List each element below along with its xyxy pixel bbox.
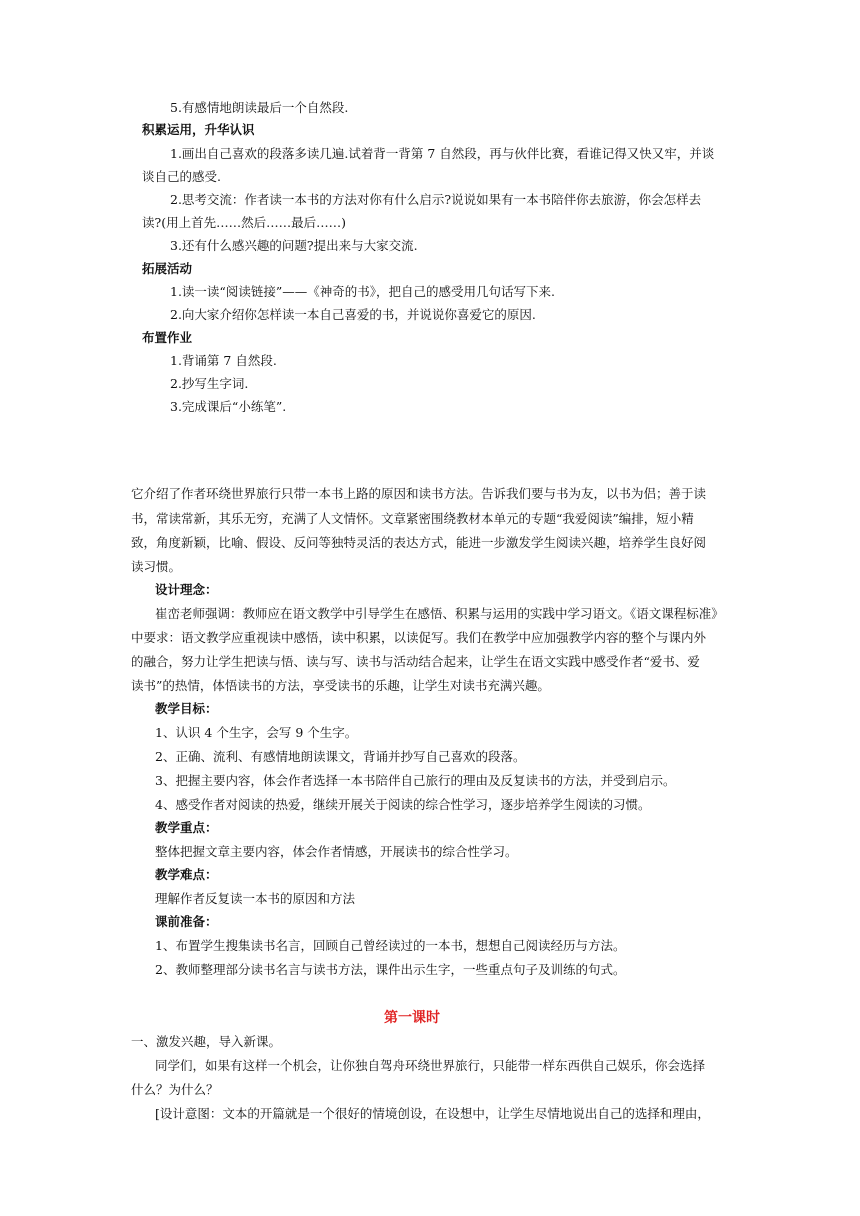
text-line: 理解作者反复读一本书的原因和方法 (155, 891, 356, 906)
text-line: 同学们，如果有这样一个机会，让你独自驾舟环绕世界旅行，只能带一样东西供自己娱乐，你会选择 (155, 1058, 706, 1073)
text-line: 3、把握主要内容，体会作者选择一本书陪伴自己旅行的理由及反复读书的方法，并受到启示。 (155, 773, 676, 788)
text-line: 3.还有什么感兴趣的问题?提出来与大家交流. (170, 238, 418, 253)
text-line: 2.思考交流：作者读一本书的方法对你有什么启示?说说如果有一本书陪伴你去旅游，你会怎样去 (170, 192, 702, 207)
text-line: 整体把握文章主要内容，体会作者情感，开展读书的综合性学习。 (155, 844, 518, 859)
text-line: 中要求：语文教学应重视读中感悟，读中积累，以读促写。我们在教学中应加强教学内容的整个与课内外 (131, 630, 707, 645)
subheading: 教学重点： (155, 820, 218, 835)
text-line: 2.抄写生字词. (170, 376, 249, 391)
subheading: 积累运用，升华认识 (142, 122, 255, 137)
subheading: 布置作业 (142, 330, 193, 345)
subheading: 课前准备： (155, 914, 218, 929)
subheading: 设计理念： (155, 582, 218, 597)
text-line: 的融合，努力让学生把读与悟、读与写、读书与活动结合起来，让学生在语文实践中感受作者“爱书、爱 (131, 654, 700, 669)
subheading: 教学目标： (155, 701, 218, 716)
text-line: 它介绍了作者环绕世界旅行只带一本书上路的原因和读书方法。告诉我们要与书为友，以书为侣；善于读 (131, 486, 707, 501)
text-line: 一、激发兴趣，导入新课。 (131, 1034, 282, 1049)
text-line: 2、正确、流利、有感情地朗读课文，背诵并抄写自己喜欢的段落。 (155, 749, 526, 764)
subheading: 教学难点： (155, 867, 218, 882)
text-line: 崔峦老师强调：教师应在语文教学中引导学生在感悟、积累与运用的实践中学习语文。《语文课程标准》 (155, 606, 724, 621)
text-line: 1.读一读“阅读链接”——《神奇的书》，把自己的感受用几句话写下来. (170, 284, 555, 299)
text-line: 读书”的热情，体悟读书的方法，享受读书的乐趣，让学生对读书充满兴趣。 (131, 678, 550, 693)
text-line: 2、教师整理部分读书名言与读书方法，课件出示生字，一些重点句子及训练的句式。 (155, 962, 626, 977)
text-line: 1、认识 4 个生字，会写 9 个生字。 (155, 725, 358, 740)
text-line: 1.画出自己喜欢的段落多读几遍.试着背一背第 7 自然段，再与伙伴比赛，看谁记得又快又牢，并谈 (170, 146, 715, 161)
subheading: 拓展活动 (142, 261, 193, 276)
text-line: 5.有感情地朗读最后一个自然段. (170, 100, 349, 115)
text-line: 致，角度新颖，比喻、假设、反问等独特灵活的表达方式，能进一步激发学生阅读兴趣，培养学生良好阅 (131, 535, 707, 550)
section-heading: 第一课时 (384, 1010, 440, 1026)
text-line: 3.完成课后“小练笔”. (170, 399, 287, 414)
text-line: 4、感受作者对阅读的热爱，继续开展关于阅读的综合性学习，逐步培养学生阅读的习惯。 (155, 797, 651, 812)
text-line: 读习惯。 (131, 559, 182, 574)
text-line: 读?(用上首先……然后……最后……) (142, 215, 346, 230)
text-line: 书，常读常新，其乐无穷，充满了人文情怀。文章紧密围绕教材本单元的专题“我爱阅读”编排，短小精 (131, 511, 694, 526)
text-line: 什么？为什么？ (131, 1082, 219, 1097)
text-line: 谈自己的感受. (142, 169, 221, 184)
text-line: 1.背诵第 7 自然段. (170, 353, 277, 368)
text-line: 2.向大家介绍你怎样读一本自己喜爱的书，并说说你喜爱它的原因. (170, 307, 536, 322)
text-line: 1、布置学生搜集读书名言，回顾自己曾经读过的一本书，想想自己阅读经历与方法。 (155, 938, 626, 953)
text-line: [设计意图：文本的开篇就是一个很好的情境创设，在设想中，让学生尽情地说出自己的选择和理由， (155, 1106, 710, 1121)
